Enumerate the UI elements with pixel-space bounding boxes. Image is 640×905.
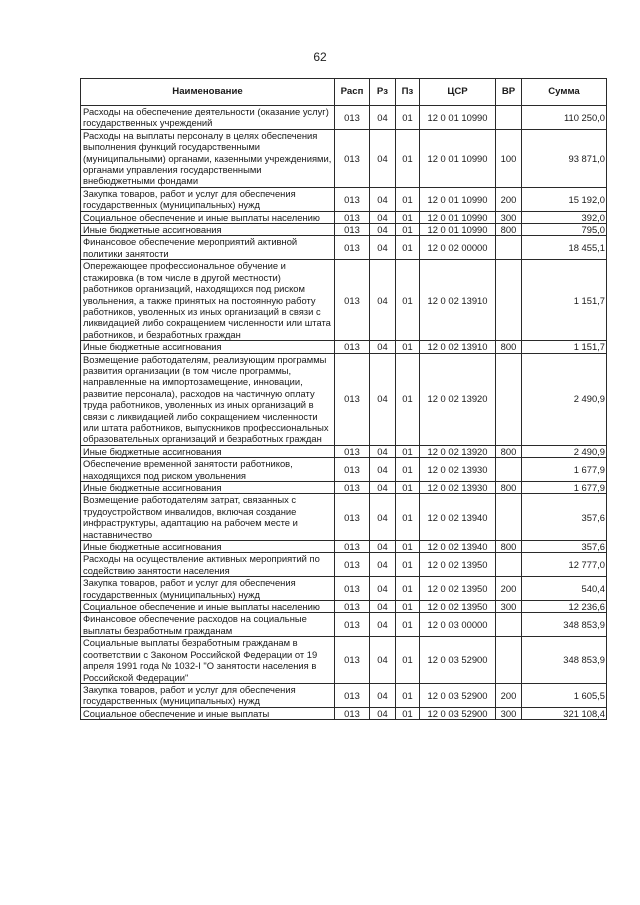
row-rasp-cell: 013: [335, 613, 370, 637]
row-name-cell: Расходы на выплаты персоналу в целях обеспечения выполнения функций государственными (муниципальными) органами, казенными учреждениями, органами управления государственными внебюджетными фондами: [81, 129, 335, 187]
row-sum-cell: 348 853,9: [522, 637, 607, 684]
row-sum-cell: 12 777,0: [522, 553, 607, 577]
row-sum-cell: 392,0: [522, 211, 607, 223]
row-vr-cell: [496, 553, 522, 577]
row-pz-cell: 01: [396, 187, 420, 211]
row-vr-cell: [496, 494, 522, 541]
row-csr-cell: 12 0 02 13910: [420, 260, 496, 341]
table-row: [81, 637, 607, 684]
table-row: [81, 707, 607, 719]
table-row: [81, 353, 607, 445]
row-csr-cell: 12 0 03 00000: [420, 613, 496, 637]
row-sum-cell: 2 490,9: [522, 445, 607, 457]
row-rz-cell: 04: [370, 187, 396, 211]
header-pz: Пз: [396, 79, 420, 106]
row-pz-cell: 01: [396, 541, 420, 553]
table-row: [81, 341, 607, 353]
row-rz-cell: 04: [370, 236, 396, 260]
row-pz-cell: 01: [396, 224, 420, 236]
row-name-cell: Финансовое обеспечение расходов на социальные выплаты безработным гражданам: [81, 613, 335, 637]
row-pz-cell: 01: [396, 637, 420, 684]
row-name-cell: Расходы на обеспечение деятельности (оказание услуг) государственных учреждений: [81, 106, 335, 130]
row-name-cell: Иные бюджетные ассигнования: [81, 482, 335, 494]
table-row: [81, 106, 607, 130]
row-rz-cell: 04: [370, 482, 396, 494]
row-rz-cell: 04: [370, 577, 396, 601]
row-sum-cell: 348 853,9: [522, 613, 607, 637]
row-rz-cell: 04: [370, 541, 396, 553]
row-pz-cell: 01: [396, 577, 420, 601]
row-pz-cell: 01: [396, 613, 420, 637]
row-sum-cell: 357,6: [522, 541, 607, 553]
row-csr-cell: 12 0 01 10990: [420, 106, 496, 130]
header-name: Наименование: [81, 79, 335, 106]
row-csr-cell: 12 0 03 52900: [420, 683, 496, 707]
row-csr-cell: 12 0 02 13940: [420, 541, 496, 553]
table-row: [81, 187, 607, 211]
row-rasp-cell: 013: [335, 683, 370, 707]
table-row: [81, 482, 607, 494]
row-name-cell: Финансовое обеспечение мероприятий активной политики занятости: [81, 236, 335, 260]
row-name-cell: Возмещение работодателям затрат, связанных с трудоустройством инвалидов, включая создание инфраструктуры, адаптацию на рабочем месте и наставничество: [81, 494, 335, 541]
row-rasp-cell: 013: [335, 458, 370, 482]
row-pz-cell: 01: [396, 458, 420, 482]
page-number: 62: [313, 50, 327, 64]
row-sum-cell: 795,0: [522, 224, 607, 236]
table-row: [81, 601, 607, 613]
row-csr-cell: 12 0 01 10990: [420, 187, 496, 211]
row-name-cell: Иные бюджетные ассигнования: [81, 445, 335, 457]
row-rz-cell: 04: [370, 353, 396, 445]
row-name-cell: Расходы на осуществление активных мероприятий по содействию занятости населения: [81, 553, 335, 577]
row-sum-cell: 1 151,7: [522, 260, 607, 341]
header-rasp: Расп: [335, 79, 370, 106]
row-vr-cell: 800: [496, 224, 522, 236]
row-vr-cell: 300: [496, 601, 522, 613]
row-pz-cell: 01: [396, 341, 420, 353]
row-sum-cell: 12 236,6: [522, 601, 607, 613]
row-pz-cell: 01: [396, 445, 420, 457]
table-row: [81, 224, 607, 236]
row-sum-cell: 1 677,9: [522, 458, 607, 482]
row-vr-cell: 300: [496, 707, 522, 719]
table-row: [81, 260, 607, 341]
row-rasp-cell: 013: [335, 445, 370, 457]
row-sum-cell: 93 871,0: [522, 129, 607, 187]
row-csr-cell: 12 0 02 13930: [420, 482, 496, 494]
row-rasp-cell: 013: [335, 353, 370, 445]
table-header: [81, 79, 607, 106]
table-row: [81, 541, 607, 553]
row-pz-cell: 01: [396, 494, 420, 541]
row-name-cell: Возмещение работодателям, реализующим программы развития организации (в том числе программы, направленные на импортозамещение, инновации, развитие персонала), расходов на частичную оплату труда работников, уволенных из иных организаций в связи с ликвидацией либо сокращением численности или штата работников, выпускников профессиональных образовательных организаций и безработных граждан: [81, 353, 335, 445]
row-vr-cell: [496, 458, 522, 482]
table-row: [81, 236, 607, 260]
row-pz-cell: 01: [396, 106, 420, 130]
row-sum-cell: 321 108,4: [522, 707, 607, 719]
row-csr-cell: 12 0 03 52900: [420, 637, 496, 684]
row-csr-cell: 12 0 02 13910: [420, 341, 496, 353]
row-sum-cell: 1 605,5: [522, 683, 607, 707]
row-pz-cell: 01: [396, 482, 420, 494]
row-rasp-cell: 013: [335, 482, 370, 494]
row-rz-cell: 04: [370, 129, 396, 187]
row-name-cell: Социальные выплаты безработным гражданам в соответствии с Законом Российской Федерации от 19 апреля 1991 года № 1032-I "О занятости населения в Российской Федерации": [81, 637, 335, 684]
row-pz-cell: 01: [396, 683, 420, 707]
row-csr-cell: 12 0 02 13920: [420, 445, 496, 457]
row-name-cell: Социальное обеспечение и иные выплаты населению: [81, 601, 335, 613]
row-sum-cell: 540,4: [522, 577, 607, 601]
row-rasp-cell: 013: [335, 106, 370, 130]
row-rasp-cell: 013: [335, 494, 370, 541]
row-sum-cell: 1 151,7: [522, 341, 607, 353]
table-row: [81, 577, 607, 601]
row-vr-cell: 800: [496, 445, 522, 457]
row-name-cell: Социальное обеспечение и иные выплаты: [81, 707, 335, 719]
row-csr-cell: 12 0 01 10990: [420, 211, 496, 223]
row-csr-cell: 12 0 02 13950: [420, 577, 496, 601]
row-vr-cell: [496, 637, 522, 684]
row-rasp-cell: 013: [335, 341, 370, 353]
row-name-cell: Опережающее профессиональное обучение и стажировка (в том числе в другой местности) работников организаций, находящихся под риском увольнения, а также принятых на постоянную работу работников, уволенных из иных организаций в связи с ликвидацией либо сокращением численности или штата работников, и безработных граждан: [81, 260, 335, 341]
row-rasp-cell: 013: [335, 224, 370, 236]
row-csr-cell: 12 0 02 13940: [420, 494, 496, 541]
row-rasp-cell: 013: [335, 553, 370, 577]
row-csr-cell: 12 0 02 13950: [420, 601, 496, 613]
row-vr-cell: 800: [496, 341, 522, 353]
row-csr-cell: 12 0 01 10990: [420, 129, 496, 187]
row-rz-cell: 04: [370, 224, 396, 236]
row-pz-cell: 01: [396, 707, 420, 719]
row-rasp-cell: 013: [335, 129, 370, 187]
row-pz-cell: 01: [396, 353, 420, 445]
row-vr-cell: 200: [496, 683, 522, 707]
row-rasp-cell: 013: [335, 187, 370, 211]
row-name-cell: Закупка товаров, работ и услуг для обеспечения государственных (муниципальных) нужд: [81, 187, 335, 211]
row-rasp-cell: 013: [335, 601, 370, 613]
row-vr-cell: 200: [496, 187, 522, 211]
row-name-cell: Социальное обеспечение и иные выплаты населению: [81, 211, 335, 223]
table-row: [81, 613, 607, 637]
row-name-cell: Обеспечение временной занятости работников, находящихся под риском увольнения: [81, 458, 335, 482]
row-csr-cell: 12 0 02 13920: [420, 353, 496, 445]
row-rasp-cell: 013: [335, 707, 370, 719]
row-csr-cell: 12 0 03 52900: [420, 707, 496, 719]
table-row: [81, 129, 607, 187]
row-rz-cell: 04: [370, 445, 396, 457]
row-csr-cell: 12 0 02 13930: [420, 458, 496, 482]
row-sum-cell: 1 677,9: [522, 482, 607, 494]
row-rz-cell: 04: [370, 106, 396, 130]
row-name-cell: Иные бюджетные ассигнования: [81, 341, 335, 353]
row-rz-cell: 04: [370, 553, 396, 577]
row-vr-cell: [496, 106, 522, 130]
row-vr-cell: 200: [496, 577, 522, 601]
table-row: [81, 211, 607, 223]
row-vr-cell: 800: [496, 541, 522, 553]
row-sum-cell: 110 250,0: [522, 106, 607, 130]
table-row: [81, 683, 607, 707]
header-csr: ЦСР: [420, 79, 496, 106]
row-rz-cell: 04: [370, 613, 396, 637]
row-name-cell: Закупка товаров, работ и услуг для обеспечения государственных (муниципальных) нужд: [81, 577, 335, 601]
row-pz-cell: 01: [396, 601, 420, 613]
row-rz-cell: 04: [370, 458, 396, 482]
row-csr-cell: 12 0 02 00000: [420, 236, 496, 260]
row-rz-cell: 04: [370, 683, 396, 707]
header-rz: Рз: [370, 79, 396, 106]
table-row: [81, 494, 607, 541]
row-sum-cell: 2 490,9: [522, 353, 607, 445]
row-rz-cell: 04: [370, 637, 396, 684]
table-body: [81, 106, 607, 720]
row-vr-cell: 800: [496, 482, 522, 494]
row-vr-cell: [496, 260, 522, 341]
row-rasp-cell: 013: [335, 577, 370, 601]
table-row: [81, 458, 607, 482]
row-rz-cell: 04: [370, 260, 396, 341]
row-rz-cell: 04: [370, 211, 396, 223]
row-pz-cell: 01: [396, 129, 420, 187]
row-pz-cell: 01: [396, 260, 420, 341]
row-rasp-cell: 013: [335, 236, 370, 260]
row-rasp-cell: 013: [335, 260, 370, 341]
row-sum-cell: 18 455,1: [522, 236, 607, 260]
row-rasp-cell: 013: [335, 637, 370, 684]
row-name-cell: Иные бюджетные ассигнования: [81, 541, 335, 553]
row-rz-cell: 04: [370, 494, 396, 541]
row-csr-cell: 12 0 02 13950: [420, 553, 496, 577]
row-rz-cell: 04: [370, 707, 396, 719]
row-sum-cell: 357,6: [522, 494, 607, 541]
row-rasp-cell: 013: [335, 541, 370, 553]
row-rasp-cell: 013: [335, 211, 370, 223]
header-vr: ВР: [496, 79, 522, 106]
row-vr-cell: [496, 353, 522, 445]
row-vr-cell: [496, 236, 522, 260]
row-sum-cell: 15 192,0: [522, 187, 607, 211]
row-pz-cell: 01: [396, 236, 420, 260]
row-csr-cell: 12 0 01 10990: [420, 224, 496, 236]
header-row: [81, 79, 607, 106]
row-vr-cell: 300: [496, 211, 522, 223]
row-name-cell: Иные бюджетные ассигнования: [81, 224, 335, 236]
table-row: [81, 553, 607, 577]
row-pz-cell: 01: [396, 211, 420, 223]
budget-table: [80, 78, 607, 720]
row-pz-cell: 01: [396, 553, 420, 577]
table-row: [81, 445, 607, 457]
header-sum: Сумма: [522, 79, 607, 106]
row-rz-cell: 04: [370, 601, 396, 613]
row-vr-cell: 100: [496, 129, 522, 187]
row-rz-cell: 04: [370, 341, 396, 353]
row-vr-cell: [496, 613, 522, 637]
row-name-cell: Закупка товаров, работ и услуг для обеспечения государственных (муниципальных) нужд: [81, 683, 335, 707]
